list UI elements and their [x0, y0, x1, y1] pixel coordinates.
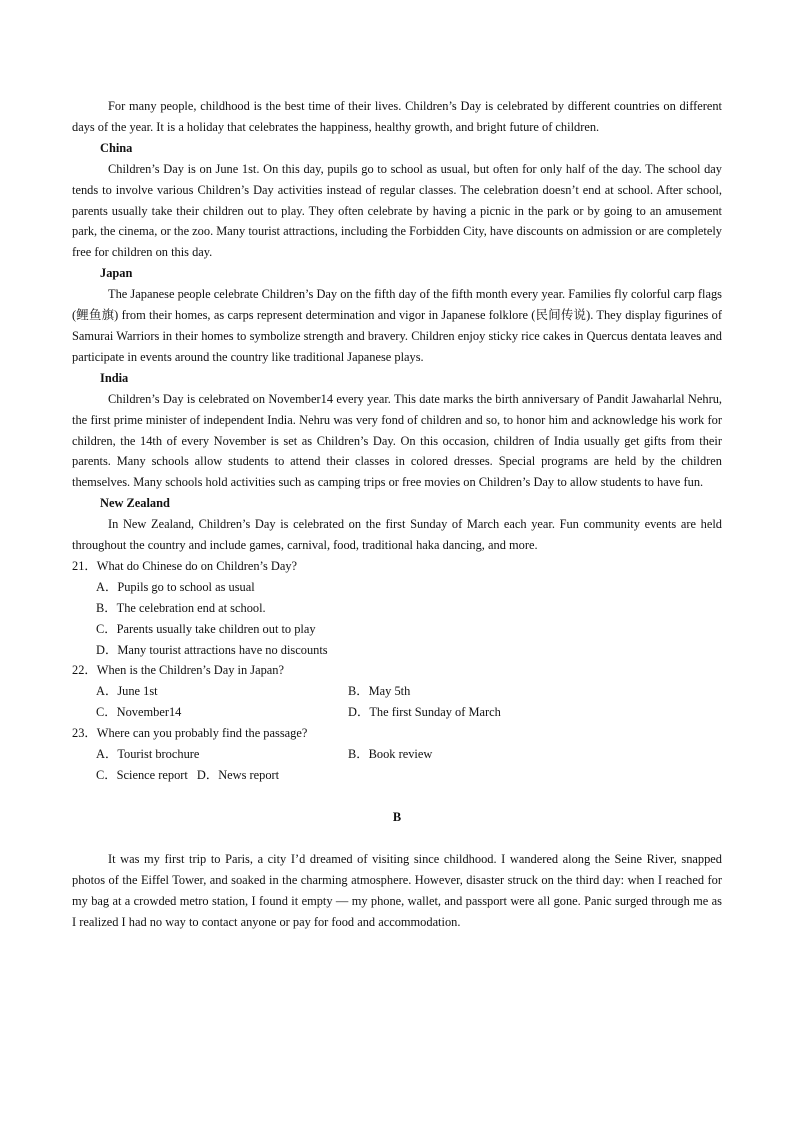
question-21-option-c: C．Parents usually take children out to play [96, 621, 316, 636]
paragraph-new-zealand: In New Zealand, Children’s Day is celebrated on the first Sunday of March each year. Fun community events are held throughout the country and include games, carnival, food, traditional haka dancing, and more. [72, 517, 722, 553]
question-23-option-d: D．News report [196, 768, 280, 782]
document-page [72, 96, 722, 932]
section-b-title: B [392, 809, 402, 824]
paragraph-china: Children’s Day is on June 1st. On this day, pupils go to school as usual, but often for only half of the day. The school day tends to involve various Children’s Day activities instead of regular classes. The celebration doesn’t end at school. After school, parents usually take their children out to play. They often celebrate by having a picnic in the park or by going to an amusement park, the cinema, or the zoo. Many tourist attractions, including the Forbidden City, have discounts on admission or are completely free for children on this day. [72, 161, 722, 260]
heading-japan: Japan [100, 266, 133, 281]
question-22-option-b: B．May 5th [348, 684, 411, 699]
heading-india: India [100, 370, 129, 385]
heading-china: China [100, 140, 133, 155]
intro-paragraph: For many people, childhood is the best time of their lives. Children’s Day is celebrated by different countries on different days of the year. It is a holiday that celebrates the happiness, healthy growth, and bright future of children. [72, 99, 722, 134]
question-23-stem: 23．Where can you probably find the passage? [72, 726, 308, 741]
question-22-option-a: A．June 1st [96, 684, 158, 699]
paragraph-japan: The Japanese people celebrate Children’s Day on the fifth day of the fifth month every year. Families fly colorful carp flags (鲤鱼旗) from their homes, as carps represent determination and vigor in Japanese folklore (民间传说). They display figurines of Samurai Warriors in their homes to symbolize strength and bravery. Children enjoy sticky rice cakes in Quercus dentata leaves and participate in events around the country like traditional Japanese plays. [72, 287, 722, 364]
paragraph-india: Children’s Day is celebrated on November14 every year. This date marks the birth anniversary of Pandit Jawaharlal Nehru, the first prime minister of independent India. Nehru was very fond of children and so, to honor him and acknowledge his work for children, the 14th of every November is set as Children’s Day. On this occasion, children of India usually get gifts from their parents. Many schools allow students to attend their classes in colored dresses. Special programs are held by the children themselves. Many schools hold activities such as camping trips or free movies on Children’s Day to allow students to have fun. [72, 391, 722, 490]
question-22-option-c: C．November14 [96, 705, 182, 720]
question-21-stem: 21．What do Chinese do on Children’s Day? [72, 558, 298, 573]
question-23-option-c: C．Science report [96, 768, 188, 782]
question-21-option-a: A．Pupils go to school as usual [96, 579, 255, 594]
question-22-stem: 22．When is the Children’s Day in Japan? [72, 663, 284, 678]
question-21-option-d: D．Many tourist attractions have no discounts [96, 642, 328, 657]
question-21-option-b: B．The celebration end at school. [96, 600, 266, 615]
heading-new-zealand: New Zealand [100, 496, 170, 511]
question-23-option-a: A．Tourist brochure [96, 747, 200, 762]
paragraph-section-b: It was my first trip to Paris, a city I’d dreamed of visiting since childhood. I wandered along the Seine River, snapped photos of the Eiffel Tower, and soaked in the charming atmosphere. However, disaster struck on the third day: when I reached for my bag at a crowded metro station, I found it empty — my phone, wallet, and passport were all gone. Panic surged through me as I realized I had no way to contact anyone or pay for food and accommodation. [72, 851, 722, 929]
question-23-option-b: B．Book review [348, 747, 433, 762]
question-22-option-d: D．The first Sunday of March [348, 705, 501, 720]
